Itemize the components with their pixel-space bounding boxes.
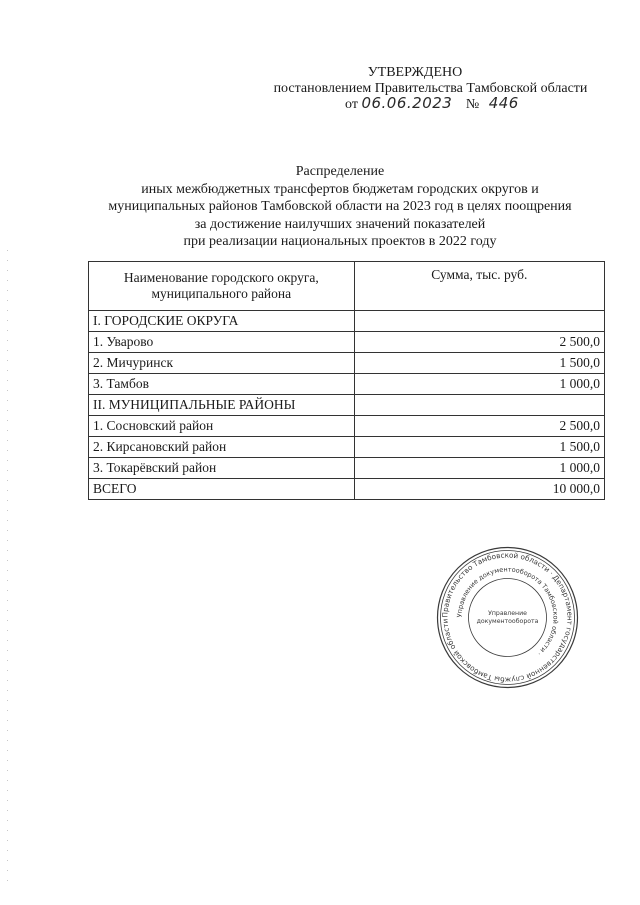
header-name-line-2: муниципального района [151,286,292,301]
row-name: 1. Уварово [89,332,355,353]
heading-line-4: за достижение наилучших значений показателей [194,216,486,232]
approval-date: 06.06.2023 [361,94,453,112]
table-row [89,416,605,437]
heading-line-5: при реализации национальных проектов в 2022 году [183,234,497,249]
row-amount [354,395,604,416]
seal-center-line-2: документооборота [476,618,539,625]
header-name-line-1: Наименование городского округа, [123,270,319,285]
row-name: 2. Мичуринск [89,353,355,374]
approval-number-sign: № [465,97,480,112]
header-name-cell [89,262,355,311]
header-amount-cell: Сумма, тыс. руб. [354,262,604,311]
document-heading [60,163,620,251]
seal-inner-text: Управление документооборота Тамбовской области · [455,565,560,658]
row-amount: 1 500,0 [354,437,604,458]
official-seal-stamp [435,545,580,690]
table-row [89,332,605,353]
row-amount: 1 500,0 [354,353,604,374]
table-row [89,353,605,374]
row-name: ВСЕГО [89,479,355,500]
row-amount: 2 500,0 [354,332,604,353]
seal-outer-text: Правительство Тамбовской области · Департамент государственной службы Тамбовской области [440,550,575,685]
heading-line-2: иных межбюджетных трансфертов бюджетам городских округов и [141,181,539,197]
row-amount: 1 000,0 [354,458,604,479]
row-name: I. ГОРОДСКИЕ ОКРУГА [89,311,355,332]
seal-center-line-1: Управление [488,610,527,617]
table-row [89,395,605,416]
row-name: 3. Тамбов [89,374,355,395]
table-row [89,458,605,479]
row-name: 3. Токарёвский район [89,458,355,479]
scan-margin-marks [6,250,9,890]
table-header-row [89,262,605,311]
distribution-table [88,261,605,500]
table-row [89,374,605,395]
row-amount: 10 000,0 [354,479,604,500]
row-amount [354,311,604,332]
approval-issuer: постановлением Правительства Тамбовской области [273,81,588,96]
approval-date-line [345,95,565,113]
table-row-total [89,479,605,500]
approval-number: 446 [488,94,519,112]
row-amount: 2 500,0 [354,416,604,437]
approval-title: УТВЕРЖДЕНО [367,65,463,80]
row-name: II. МУНИЦИПАЛЬНЫЕ РАЙОНЫ [89,395,355,416]
row-name: 2. Кирсановский район [89,437,355,458]
approval-date-prefix: от [345,97,358,112]
table-row [89,437,605,458]
heading-line-3: муниципальных районов Тамбовской области на 2023 год в целях поощрения [108,199,572,214]
heading-line-1: Распределение [295,164,385,179]
table-row [89,311,605,332]
row-amount: 1 000,0 [354,374,604,395]
row-name: 1. Сосновский район [89,416,355,437]
